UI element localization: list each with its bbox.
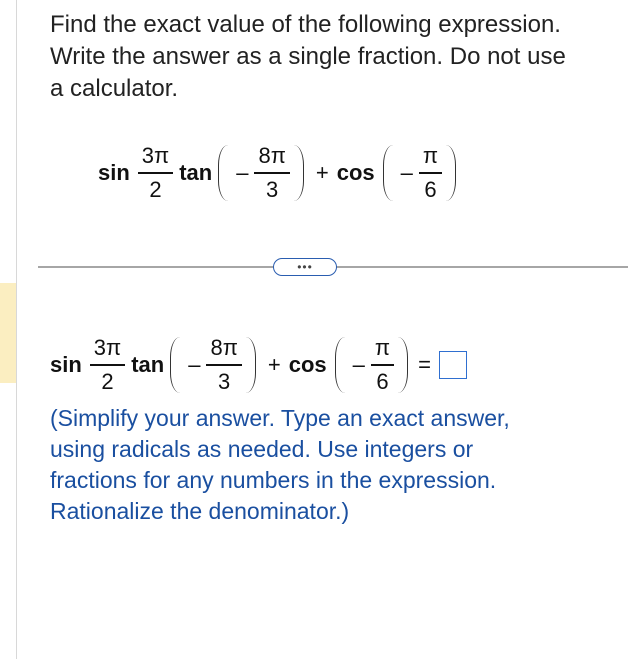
prompt-line: a calculator. bbox=[50, 75, 179, 102]
equals-sign: = bbox=[418, 352, 431, 377]
answer-input[interactable] bbox=[439, 351, 467, 379]
sin-function: sin bbox=[50, 352, 82, 377]
plus-sign: + bbox=[267, 352, 281, 377]
show-more-button[interactable]: ••• bbox=[273, 258, 337, 276]
hint-line: (Simplify your answer. Type an exact answer, bbox=[50, 405, 510, 431]
hint-line: fractions for any numbers in the expression. bbox=[50, 467, 497, 493]
left-margin-rule bbox=[16, 0, 17, 659]
question-marker-tab bbox=[0, 283, 16, 383]
prompt-line: Write the answer as a single fraction. Do not use bbox=[50, 43, 566, 70]
fraction-8pi-over-3: $\frac{8\pi}{3}$ bbox=[254, 145, 289, 201]
fraction-pi-over-6: $\frac{\pi}{6}$ bbox=[371, 337, 394, 393]
question-prompt bbox=[50, 9, 620, 105]
fraction-pi-over-6: $\frac{\pi}{6}$ bbox=[419, 145, 442, 201]
minus-sign: – bbox=[236, 160, 249, 185]
parenthesized-term bbox=[170, 337, 256, 393]
tan-function: tan bbox=[131, 352, 165, 377]
question-expression bbox=[98, 145, 456, 201]
prompt-line: Find the exact value of the following expression. bbox=[50, 11, 561, 38]
hint-line: Rationalize the denominator.) bbox=[50, 498, 350, 524]
minus-sign: – bbox=[400, 160, 413, 185]
tan-function: tan bbox=[179, 160, 213, 185]
minus-sign: – bbox=[352, 352, 365, 377]
hint-line: using radicals as needed. Use integers or bbox=[50, 436, 474, 462]
minus-sign: – bbox=[188, 352, 201, 377]
answer-instructions bbox=[50, 403, 620, 527]
fraction-3pi-over-2: $\frac{3\pi}{2}$ bbox=[138, 145, 173, 201]
parenthesized-term bbox=[335, 337, 408, 393]
fraction-3pi-over-2: $\frac{3\pi}{2}$ bbox=[90, 337, 125, 393]
fraction-8pi-over-3: $\frac{8\pi}{3}$ bbox=[206, 337, 241, 393]
plus-sign: + bbox=[315, 160, 329, 185]
sin-function: sin bbox=[98, 160, 130, 185]
cos-function: cos bbox=[336, 160, 375, 185]
parenthesized-term bbox=[383, 145, 456, 201]
answer-expression bbox=[50, 337, 467, 393]
parenthesized-term bbox=[218, 145, 304, 201]
cos-function: cos bbox=[288, 352, 327, 377]
